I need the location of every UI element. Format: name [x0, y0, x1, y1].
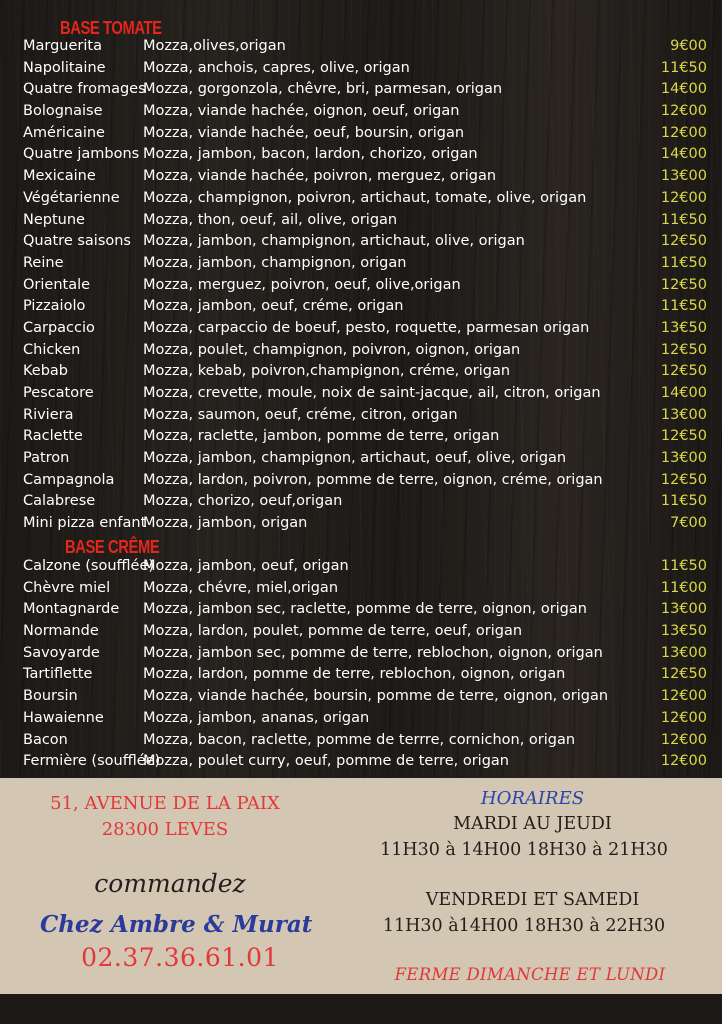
menu-item: [0, 296, 722, 318]
menu-item: [0, 751, 722, 773]
item-description: Mozza, viande hachée, oignon, oeuf, origan: [143, 103, 460, 120]
menu-item: [0, 123, 722, 145]
item-description: Mozza, jambon, bacon, lardon, chorizo, origan: [143, 146, 478, 163]
section-title-creme: BASE CRÊME: [65, 537, 160, 557]
item-name: Pescatore: [23, 385, 94, 401]
item-description: Mozza, viande hachée, boursin, pomme de terre, oignon, origan: [143, 688, 609, 705]
item-price: 12€50: [660, 341, 707, 358]
menu-item: [0, 470, 722, 492]
item-description: Mozza, poulet, champignon, poivron, oignon, origan: [143, 341, 521, 358]
item-name: Mini pizza enfant: [23, 515, 147, 532]
menu-item: [0, 556, 722, 578]
item-name: Campagnola: [23, 471, 115, 488]
hours-times-2: 11H30 à14H00 18H30 à 22H30: [382, 916, 666, 936]
menu-item: [0, 36, 722, 58]
item-name: Tartiflette: [23, 666, 93, 683]
item-name: Bacon: [23, 731, 68, 748]
menu-item: [0, 58, 722, 80]
menu-item: [0, 491, 722, 513]
item-name: Reine: [23, 254, 64, 271]
item-name: Boursin: [23, 688, 78, 705]
menu-item: [0, 144, 722, 166]
item-price: 12€50: [660, 363, 707, 380]
item-description: Mozza, saumon, oeuf, créme, citron, origan: [143, 406, 458, 423]
item-name: Chicken: [23, 341, 81, 358]
item-price: 13€00: [660, 601, 707, 618]
menu-item: [0, 340, 722, 362]
item-name: Normande: [23, 623, 99, 640]
item-price: 14€00: [660, 81, 707, 98]
item-price: 13€00: [660, 450, 707, 467]
order-label: commandez: [94, 869, 246, 898]
contact-footer: [0, 778, 722, 994]
item-price: 12€50: [660, 276, 707, 293]
menu-item: [0, 426, 722, 448]
address-line-2: 28300 LEVES: [101, 819, 229, 840]
hours-days-2: VENDREDI ET SAMEDI: [425, 890, 640, 910]
item-name: Orientale: [23, 276, 91, 293]
item-description: Mozza, raclette, jambon, pomme de terre, origan: [143, 428, 500, 445]
item-price: 13€50: [660, 623, 707, 640]
menu-item: [0, 708, 722, 730]
menu-item: [0, 361, 722, 383]
menu-item: [0, 578, 722, 600]
menu-item: [0, 188, 722, 210]
item-name: Quatre saisons: [23, 233, 131, 250]
menu-item: [0, 166, 722, 188]
item-description: Mozza, crevette, moule, noix de saint-jacque, ail, citron, origan: [143, 385, 601, 401]
item-price: 12€00: [660, 124, 707, 141]
item-price: 13€50: [660, 319, 707, 336]
item-price: 13€00: [660, 168, 707, 185]
item-name: Pizzaiolo: [23, 298, 86, 315]
item-price: 12€00: [660, 709, 707, 726]
item-description: Mozza, chorizo, oeuf,origan: [143, 493, 343, 510]
item-name: Hawaienne: [23, 709, 104, 726]
section-title-tomate: BASE TOMATE: [60, 18, 162, 38]
menu-item: [0, 730, 722, 752]
item-name: Américaine: [23, 124, 105, 141]
address-line-1: 51, AVENUE DE LA PAIX: [50, 793, 280, 814]
item-name: Patron: [23, 450, 70, 467]
item-description: Mozza, anchois, capres, olive, origan: [143, 59, 410, 76]
item-description: Mozza, merguez, poivron, oeuf, olive,origan: [143, 276, 461, 293]
item-price: 13€00: [660, 644, 707, 661]
item-price: 11€50: [660, 211, 707, 228]
item-description: Mozza, jambon sec, pomme de terre, reblochon, oignon, origan: [143, 644, 603, 661]
item-description: Mozza, jambon, origan: [143, 515, 308, 532]
item-description: Mozza, lardon, poulet, pomme de terre, oeuf, origan: [143, 623, 523, 640]
item-name: Raclette: [23, 428, 83, 445]
item-name: Bolognaise: [23, 103, 103, 120]
item-name: Quatre fromages: [23, 81, 146, 98]
item-price: 13€00: [660, 406, 707, 423]
menu-item: [0, 513, 722, 535]
item-name: Marguerita: [23, 38, 102, 54]
item-description: Mozza, thon, oeuf, ail, olive, origan: [143, 211, 398, 228]
item-description: Mozza, chévre, miel,origan: [143, 579, 339, 596]
item-name: Carpaccio: [23, 319, 95, 336]
item-name: Riviera: [23, 406, 74, 423]
item-price: 9€00: [670, 38, 707, 54]
item-name: Fermière (soufflée): [23, 753, 161, 770]
bottom-band: [0, 994, 722, 1024]
item-description: Mozza, champignon, poivron, artichaut, tomate, olive, origan: [143, 189, 587, 206]
item-description: Mozza, lardon, pomme de terre, reblochon, oignon, origan: [143, 666, 566, 683]
item-name: Quatre jambons: [23, 146, 140, 163]
closed-days: FERME DIMANCHE ET LUNDI: [394, 965, 666, 984]
menu-list-creme: [0, 556, 722, 773]
item-name: Mexicaine: [23, 168, 96, 185]
item-price: 12€50: [660, 666, 707, 683]
menu-item: [0, 275, 722, 297]
item-name: Chèvre miel: [23, 579, 111, 596]
item-description: Mozza, poulet curry, oeuf, pomme de terre, origan: [143, 753, 509, 770]
item-price: 11€50: [660, 254, 707, 271]
item-description: Mozza, jambon, champignon, origan: [143, 254, 407, 271]
item-description: Mozza, jambon, champignon, artichaut, olive, origan: [143, 233, 525, 250]
menu-item: [0, 101, 722, 123]
owner-name: Chez Ambre & Murat: [40, 911, 313, 938]
item-description: Mozza, carpaccio de boeuf, pesto, roquette, parmesan origan: [143, 319, 590, 336]
item-name: Neptune: [23, 211, 85, 228]
menu-item: [0, 621, 722, 643]
item-price: 14€00: [660, 385, 707, 401]
item-description: Mozza, jambon, champignon, artichaut, oeuf, olive, origan: [143, 450, 567, 467]
menu-item: [0, 79, 722, 101]
item-description: Mozza, jambon, ananas, origan: [143, 709, 370, 726]
item-name: Montagnarde: [23, 601, 120, 618]
item-price: 12€00: [660, 731, 707, 748]
item-name: Calzone (soufflée): [23, 558, 155, 574]
item-description: Mozza, gorgonzola, chêvre, bri, parmesan, origan: [143, 81, 503, 98]
item-description: Mozza, jambon sec, raclette, pomme de terre, oignon, origan: [143, 601, 587, 618]
item-description: Mozza, jambon, oeuf, créme, origan: [143, 298, 404, 315]
menu-item: [0, 210, 722, 232]
menu-item: [0, 253, 722, 275]
item-description: Mozza, viande hachée, oeuf, boursin, origan: [143, 124, 465, 141]
item-price: 11€50: [660, 298, 707, 315]
item-name: Napolitaine: [23, 59, 106, 76]
item-description: Mozza, kebab, poivron,champignon, créme, origan: [143, 363, 511, 380]
item-price: 11€00: [660, 579, 707, 596]
item-name: Calabrese: [23, 493, 96, 510]
hours-title: HORAIRES: [480, 788, 585, 809]
menu-item: [0, 686, 722, 708]
menu-item: [0, 405, 722, 427]
item-price: 11€50: [660, 558, 707, 574]
item-price: 12€00: [660, 189, 707, 206]
hours-times-1: 11H30 à 14H00 18H30 à 21H30: [380, 840, 668, 860]
menu-item: [0, 318, 722, 340]
item-name: Savoyarde: [23, 644, 100, 661]
item-name: Végétarienne: [23, 189, 120, 206]
item-description: Mozza, lardon, poivron, pomme de terre, oignon, créme, origan: [143, 471, 603, 488]
item-price: 7€00: [670, 515, 707, 532]
item-price: 12€00: [660, 688, 707, 705]
item-description: Mozza,olives,origan: [143, 38, 286, 54]
item-price: 11€50: [660, 59, 707, 76]
menu-item: [0, 643, 722, 665]
phone-number[interactable]: 02.37.36.61.01: [81, 943, 279, 972]
menu-item: [0, 664, 722, 686]
item-description: Mozza, bacon, raclette, pomme de terrre, cornichon, origan: [143, 731, 576, 748]
item-price: 12€50: [660, 471, 707, 488]
item-name: Kebab: [23, 363, 69, 380]
item-price: 11€50: [660, 493, 707, 510]
menu-item: [0, 599, 722, 621]
menu-item: [0, 231, 722, 253]
menu-list-tomate: [0, 36, 722, 535]
item-price: 14€00: [660, 146, 707, 163]
item-description: Mozza, jambon, oeuf, origan: [143, 558, 349, 574]
menu-item: [0, 383, 722, 405]
item-price: 12€50: [660, 428, 707, 445]
menu-item: [0, 448, 722, 470]
hours-days-1: MARDI AU JEUDI: [453, 814, 612, 834]
item-price: 12€00: [660, 753, 707, 770]
item-price: 12€00: [660, 103, 707, 120]
item-description: Mozza, viande hachée, poivron, merguez, origan: [143, 168, 497, 185]
item-price: 12€50: [660, 233, 707, 250]
